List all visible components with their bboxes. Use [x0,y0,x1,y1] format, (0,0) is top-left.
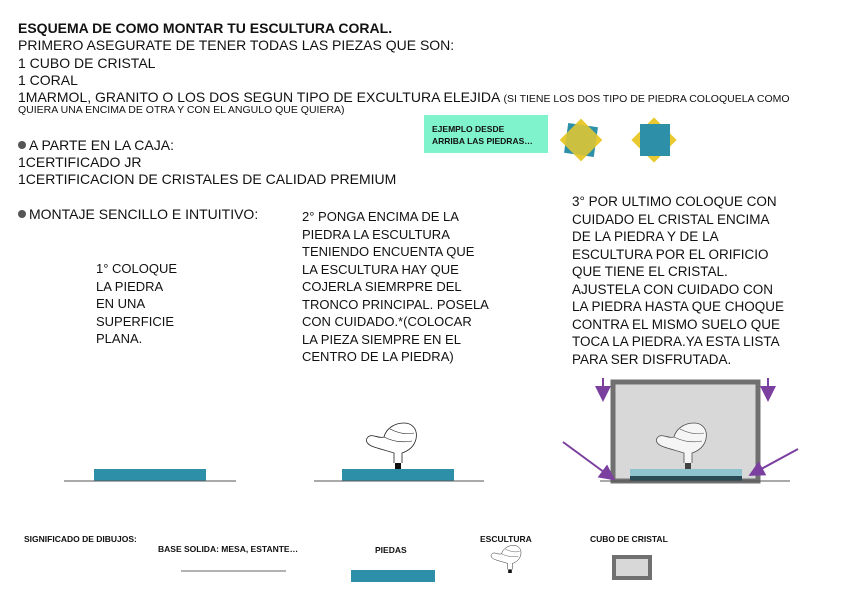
step-3-line: PARA SER DISFRUTADA. [572,351,732,367]
piece-item-stone-main: 1MARMOL, GRANITO O LOS DOS SEGUN TIPO DE EXCULTURA ELEJIDA [18,89,500,105]
piece-item-stone-note: (SI TIENE LOS DOS TIPO DE PIEDRA COLOQUELA COMO [503,93,790,105]
step-2-line: 2° PONGA ENCIMA DE LA [302,209,459,224]
stone-blue-square-2 [640,124,670,156]
step-2-line: COJERLA SIEMRPRE DEL [302,279,462,294]
arrow-diagonal-left [563,442,612,478]
step-2-line: LA PIEZA SIEMPRE EN EL [302,331,461,347]
step-1-line: EN UNA [96,296,146,311]
step-2-line: CON CUIDADO.*(COLOCAR [302,314,472,329]
piece-item-cube: 1 CUBO DE CRISTAL [18,55,156,71]
step-3-line: QUE TIENE EL CRISTAL. [572,264,728,279]
step-3-line: DE LA PIEDRA Y DE LA [572,229,719,244]
stone-piece [94,469,206,481]
step-1-line: PLANA. [96,331,143,346]
box-item-certificate: 1CERTIFICADO JR [18,154,142,170]
step-2-line: PIEDRA LA ESCULTURA [302,226,450,242]
intro-text: PRIMERO ASEGURATE DE TENER TODAS LAS PIEZAS QUE SON: [18,37,455,53]
stone-yellow-overlay [560,119,602,161]
legend-sculpture-label: ESCULTURA [480,534,532,544]
step-3-line: TOCA LA PIEDRA.YA ESTA LISTA [572,334,780,349]
sculpture-figure [366,423,416,469]
legend-heading: SIGNIFICADO DE DIBUJOS: [24,534,137,544]
example-stones [560,117,677,162]
step-3-line: CONTRA EL MISMO SUELO QUE [572,316,781,332]
step-2-line: TENIENDO ENCUENTA QUE [302,244,475,259]
step-3-line: 3° POR ULTIMO COLOQUE CON [572,194,777,209]
piece-item-stone-note-2: QUIERA UNA ENCIMA DE OTRA Y CON EL ANGULO QUE QUIERA) [18,104,345,116]
legend-sculpture-icon [491,545,521,573]
legend-stones-label: PIEDAS [375,545,407,555]
stone-piece [342,469,454,481]
step-3-line: ESCULTURA POR EL ORIFICIO [572,246,769,262]
step-3-line: LA PIEDRA HASTA QUE CHOQUE [572,299,785,314]
legend-cube-label: CUBO DE CRISTAL [590,534,668,544]
legend-glass-cube-icon [614,557,650,578]
step-3-line: CUIDADO EL CRISTAL ENCIMA [572,211,770,227]
box-contents-heading: A PARTE EN LA CAJA: [18,137,174,153]
step-2-line: TRONCO PRINCIPAL. POSELA [302,296,489,312]
legend-stone-swatch [351,570,435,582]
step-2-drawing [314,423,484,481]
step-1-drawing [64,469,236,481]
legend-drawings [181,545,650,582]
step-3-line: AJUSTELA CON CUIDADO CON [572,281,774,297]
box-item-crystal-certification: 1CERTIFICACION DE CRISTALES DE CALIDAD PREMIUM [18,171,397,187]
step-3-drawing [563,378,798,481]
montaje-heading: MONTAJE SENCILLO E INTUITIVO: [18,206,258,222]
step-2-line: CENTRO DE LA PIEDRA) [302,349,454,364]
page-title: ESQUEMA DE COMO MONTAR TU ESCULTURA CORAL. [18,20,393,36]
legend-base-label: BASE SOLIDA: MESA, ESTANTE… [158,544,299,554]
piece-item-coral: 1 CORAL [18,72,78,88]
step-1-line: LA PIEDRA [96,278,164,294]
stone-piece-shadow [630,476,742,481]
example-label-line1: EJEMPLO DESDE [432,124,505,134]
step-1-line: SUPERFICIE [96,313,175,329]
step-2-line: LA ESCULTURA HAY QUE [302,261,459,277]
step-1-line: 1° COLOQUE [96,261,178,276]
example-label-line2: ARRIBA LAS PIEDRAS… [432,136,533,146]
